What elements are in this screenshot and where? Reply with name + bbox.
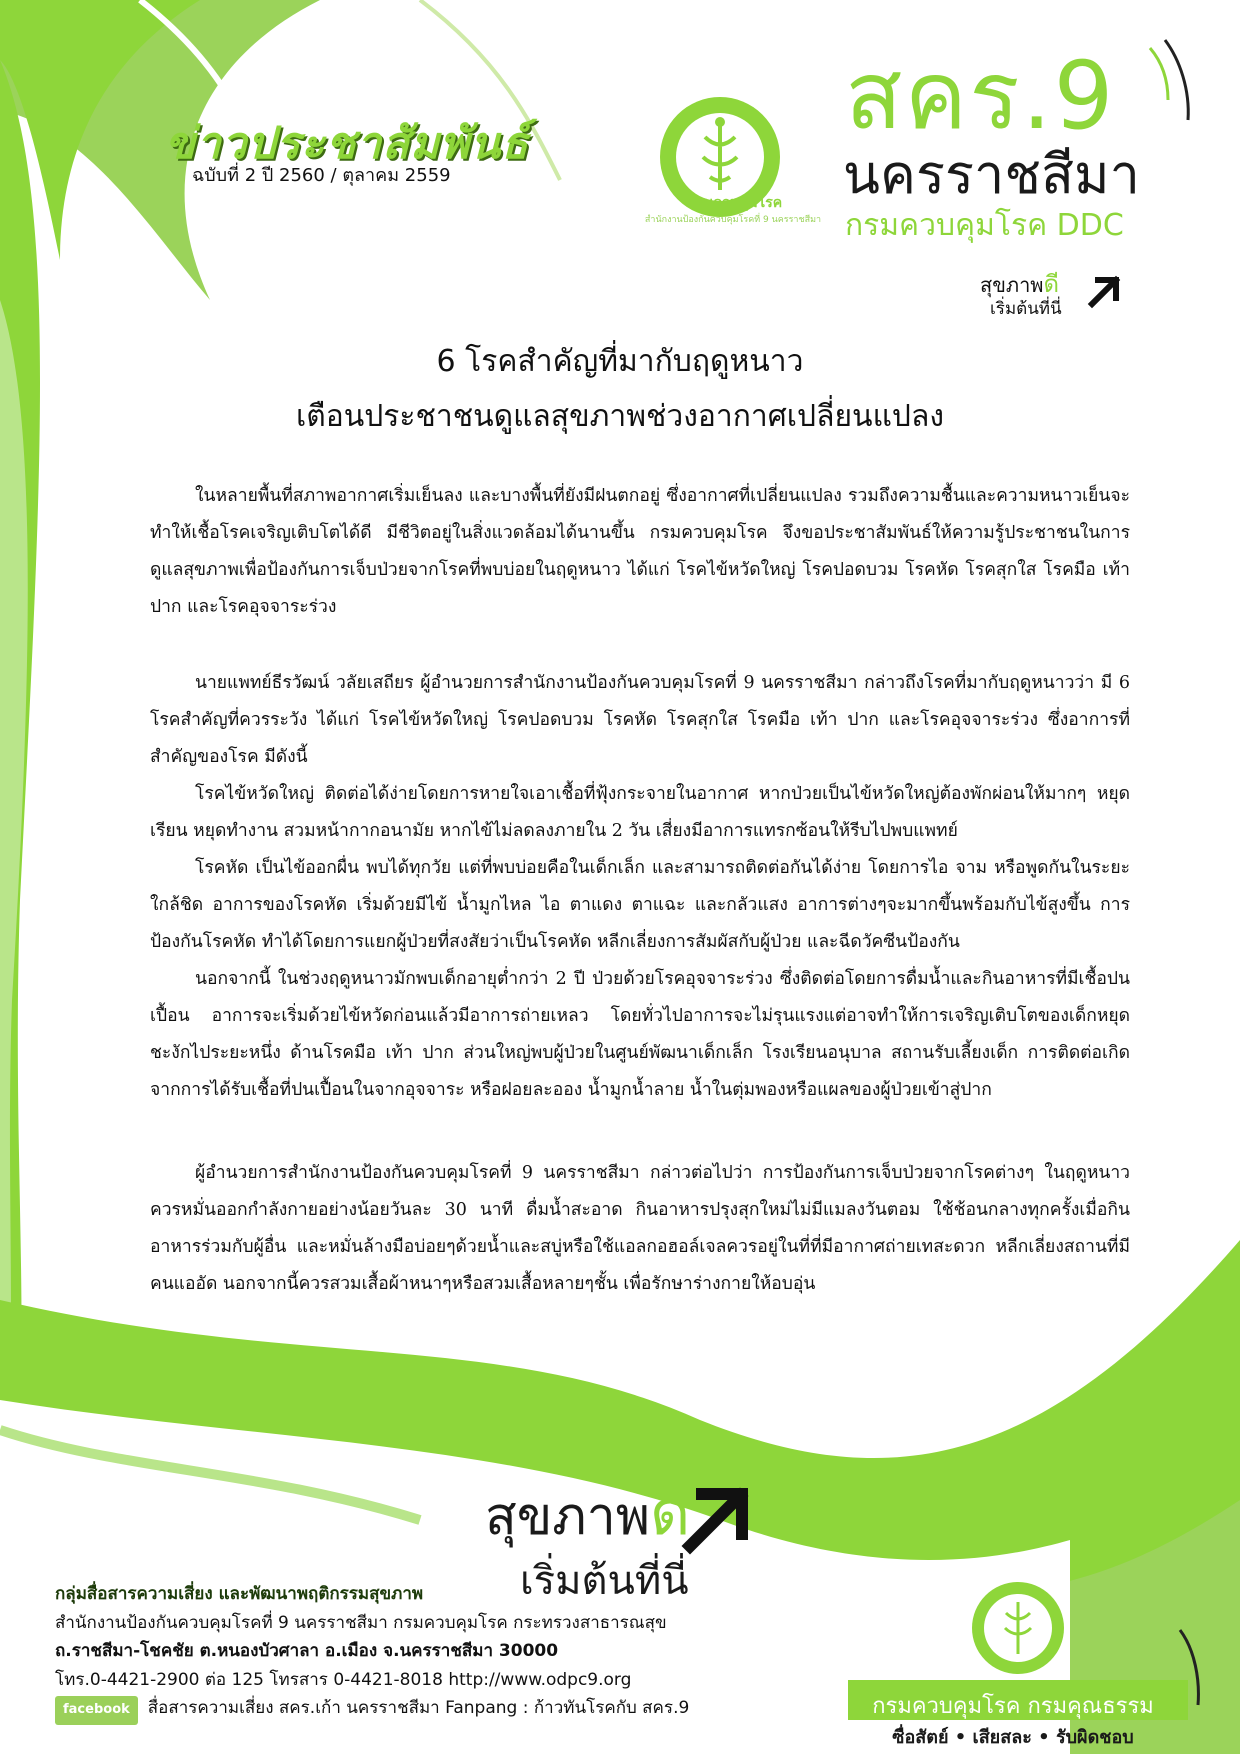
paragraph: โรคหัด เป็นไข้ออกผื่น พบได้ทุกวัย แต่ที่พบบ่อยคือในเด็กเล็ก และสามารถติดต่อกันได้ง่าย โดยการไอ จาม หรือพูดกันในระยะใกล้ชิด อาการของโรคหัด เริ่มด้วยมีไข้ น้ำมูกไหล ไอ ตาแดง ตาแฉะ และกลัวแสง อาการต่างๆจะมากขึ้นพร้อมกับไข้สูงขึ้น การป้องกันโรคหัด ทำได้โดยการแยกผู้ป่วยที่สงสัยว่าเป็นโรคหัด หลีกเลี่ยงการสัมผัสกับผู้ป่วย และฉีดวัคซีนป้องกัน [150,858,1130,952]
contact-block [55,1580,815,1725]
paragraph: นายแพทย์ธีรวัฒน์ วลัยเสถียร ผู้อำนวยการสำนักงานป้องกันควบคุมโรคที่ 9 นครราชสีมา กล่าวถึงโรคที่มากับฤดูหนาวว่า มี 6 โรคสำคัญที่ควรระวัง ได้แก่ โรคไข้หวัดใหญ่ โรคปอดบวม โรคหัด โรคสุกใส โรคมือ เท้า ปาก และโรคอุจจาระร่วง ซึ่งอาการที่สำคัญของโรค มีดังนี้ [150,673,1130,767]
contact-facebook [55,1694,815,1725]
paragraph: ผู้อำนวยการสำนักงานป้องกันควบคุมโรคที่ 9 นครราชสีมา กล่าวต่อไปว่า การป้องกันการเจ็บป่วยจากโรคต่างๆ ในฤดูหนาว ควรหมั่นออกกำลังกายอย่างน้อยวันละ 30 นาที ดื่มน้ำสะอาด กินอาหารปรุงสุกใหม่ไม่มีแมลงวันตอม ใช้ช้อนกลางทุกครั้งเมื่อกินอาหารร่วมกับผู้อื่น และหมั่นล้างมือบ่อยๆด้วยน้ำและสบู่หรือใช้แอลกอฮอล์เจลควรอยู่ในที่ที่มีอากาศถ่ายเทสะดวก หลีกเลี่ยงสถานที่มีคนแออัด นอกจากนี้ควรสวมเสื้อผ้าหนาๆหรือสวมเสื้อหลายๆชั้น เพื่อรักษาร่างกายให้อบอุ่น [150,1163,1130,1294]
dept-sub: สำนักงานป้องกันควบคุมโรคที่ 9 นครราชสีมา [644,215,822,225]
body-section-2 [150,665,1130,1109]
paragraph: ในหลายพื้นที่สภาพอากาศเริ่มเย็นลง และบางพื้นที่ยังมีฝนตกอยู่ ซึ่งอากาศที่เปลี่ยนแปลง รวมถึงความชื้นและความหนาวเย็นจะทำให้เชื้อโรคเจริญเติบโตได้ดี มีชีวิตอยู่ในสิ่งแวดล้อมได้นานขึ้น กรมควบคุมโรค จึงขอประชาสัมพันธ์ให้ความรู้ประชาชนในการดูแลสุขภาพเพื่อป้องกันการเจ็บป่วยจากโรคที่พบบ่อยในฤดูหนาว ได้แก่ โรคไข้หวัดใหญ่ โรคปอดบวม โรคหัด โรคสุกใส โรคมือ เท้า ปาก และโรคอุจจาระร่วง [150,486,1130,617]
facebook-icon: facebook [55,1696,138,1725]
dept-name: กรมควบคุมโรค [687,195,783,211]
dept-values: ซื่อสัตย์ • เสียสละ • รับผิดชอบ [892,1727,1134,1748]
headline-line-1: 6 โรคสำคัญที่มากับฤดูหนาว [436,344,804,379]
slogan-small-b: ดี [1043,270,1060,298]
issue-line: ฉบับที่ 2 ปี 2560 / ตุลาคม 2559 [192,165,451,186]
arrow-up-right-icon [1086,272,1124,310]
paragraph: โรคไข้หวัดใหญ่ ติดต่อได้ง่ายโดยการหายใจเอาเชื้อที่ฟุ้งกระจายในอากาศ หากป่วยเป็นไข้หวัดใหญ่ต้องพักผ่อนให้มากๆ หยุดเรียน หยุดทำงาน สวมหน้ากากอนามัย หากไข้ไม่ลดลงภายใน 2 วัน เสี่ยงมีอาการแทรกซ้อนให้รีบไปพบแพทย์ [150,784,1130,841]
slogan-large-a: สุขภาพ [485,1487,651,1547]
slogan-small-a: สุขภาพ [980,273,1044,297]
dept-band: กรมควบคุมโรค กรมคุณธรรม [872,1694,1154,1719]
brand-city: นครราชสีมา [843,143,1140,206]
contact-phone: โทร.0-4421-2900 ต่อ 125 โทรสาร 0-4421-8018 http://www.odpc9.org [55,1669,632,1690]
brand-sub: กรมควบคุมโรค DDC [845,208,1124,243]
body-section-3 [150,1155,1130,1303]
slogan-large-b: ดี [650,1476,691,1549]
contact-office: สำนักงานป้องกันควบคุมโรคที่ 9 นครราชสีมา กรมควบคุมโรค กระทรวงสาธารณสุข [55,1612,667,1633]
paragraph: นอกจากนี้ ในช่วงฤดูหนาวมักพบเด็กอายุต่ำกว่า 2 ปี ป่วยด้วยโรคอุจจาระร่วง ซึ่งติดต่อโดยการดื่มน้ำและกินอาหารที่มีเชื้อปนเปื้อน อาการจะเริ่มด้วยไข้หวัดก่อนแล้วมีอาการถ่ายเหลว โดยทั่วไปอาการจะไม่รุนแรงแต่อาจทำให้การเจริญเติบโตของเด็กหยุดชะงักไประยะหนึ่ง ด้านโรคมือ เท้า ปาก ส่วนใหญ่พบผู้ป่วยในศูนย์พัฒนาเด็กเล็ก โรงเรียนอนุบาล สถานรับเลี้ยงเด็ก การติดต่อเกิดจากการได้รับเชื้อที่ปนเปื้อนในจากอุจจาระ หรือฝอยละออง น้ำมูกน้ำลาย น้ำในตุ่มพองหรือแผลของผู้ป่วยเข้าสู่ปาก [150,969,1130,1100]
contact-address: ถ.ราชสีมา-โชคชัย ต.หนองบัวศาลา อ.เมือง จ.นครราชสีมา 30000 [55,1641,559,1661]
slogan-small [980,272,1062,319]
brand-logo-text: สคร.9 [845,42,1116,151]
slogan-small-c: เริ่มต้นที่นี่ [990,299,1062,320]
contact-group: กลุ่มสื่อสารความเสี่ยง และพัฒนาพฤติกรรมสุขภาพ [55,1584,424,1604]
arrow-up-right-icon [678,1478,758,1558]
slogan-large [485,1476,691,1549]
ministry-emblem-icon [968,1578,1068,1678]
headline-line-2: เตือนประชาชนดูแลสุขภาพช่วงอากาศเปลี่ยนแปลง [296,399,944,434]
facebook-page: สื่อสารความเสี่ยง สคร.เก้า นครราชสีมา Fanpang : ก้าวทันโรคกับ สคร.9 [147,1698,690,1718]
slogan-large-c: เริ่มต้นที่นี่ [520,1558,689,1604]
news-title: ข่าวประชาสัมพันธ์ [165,118,530,169]
body-section-1 [150,478,1130,626]
